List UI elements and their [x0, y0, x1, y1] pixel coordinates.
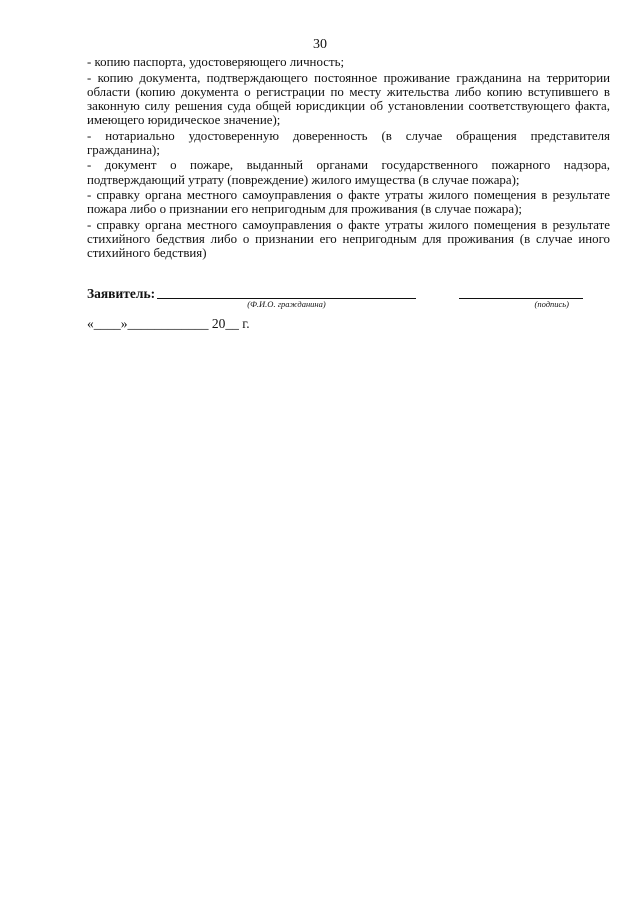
signature-caption-wrap: [459, 299, 583, 309]
list-item: - нотариально удостоверенную доверенность (в случае обращения представителя гражданина);: [87, 128, 610, 157]
page-number: 30: [313, 37, 327, 52]
list-item: - копию документа, подтверждающего постоянное проживание гражданина на территории области (копию документа о регистрации по месту жительства либо копию вступившего в законную силу решения суда общей юрисдикции об установлении соответствующего факта, имеющего юридическое значение);: [87, 70, 610, 128]
date-line: «____»____________ 20__ г.: [87, 316, 250, 331]
signature-block: [87, 286, 610, 316]
list-item: - справку органа местного самоуправления о факте утраты жилого помещения в результате пожара либо о признании его непригодным для проживания (в случае пожара);: [87, 188, 610, 217]
applicant-label: Заявитель:: [87, 286, 156, 301]
list-item: - справку органа местного самоуправления о факте утраты жилого помещения в результате стихийного бедствия либо о признании его непригодным для проживания (в случае иного стихийного бедствия): [87, 217, 610, 261]
signature-caption: (подпись): [534, 299, 569, 309]
list-item: - документ о пожаре, выданный органами государственного пожарного надзора, подтверждающий утрату (повреждение) жилого имущества (в случае пожара);: [87, 158, 610, 187]
fio-caption: (Ф.И.О. гражданина): [247, 299, 326, 309]
list-item: - копию паспорта, удостоверяющего личность;: [87, 55, 345, 69]
document-list: [87, 55, 610, 262]
